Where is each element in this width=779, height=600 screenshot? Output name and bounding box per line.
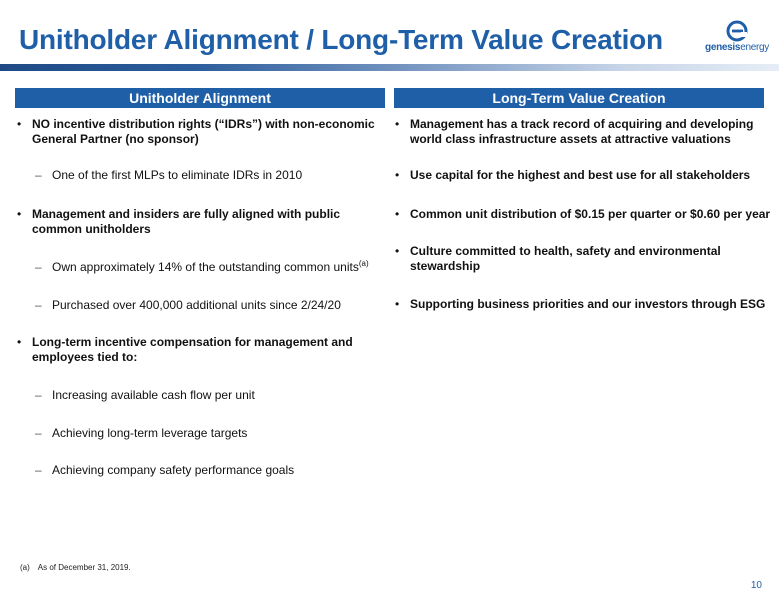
list-item xyxy=(395,207,770,222)
list-item xyxy=(395,244,770,274)
list-item xyxy=(395,117,770,147)
sub-bullet-text: Own approximately 14% of the outstanding common units xyxy=(52,260,359,274)
dash-marker: – xyxy=(35,168,42,182)
unitholder-alignment-header: Unitholder Alignment xyxy=(15,88,385,108)
list-item xyxy=(17,117,377,147)
footnote-text: As of December 31, 2019. xyxy=(37,563,131,572)
dash-marker: – xyxy=(35,463,42,477)
list-item xyxy=(395,297,770,312)
sub-list-item xyxy=(35,260,375,275)
bullet-text: Management has a track record of acquiring and developing world class infrastructure assets at attractive valuations xyxy=(410,117,754,146)
dash-marker: – xyxy=(35,298,42,312)
bullet-marker: • xyxy=(17,335,22,349)
list-item xyxy=(17,207,377,237)
sub-list-item xyxy=(35,388,375,403)
dash-marker: – xyxy=(35,388,42,402)
dash-marker: – xyxy=(35,426,42,440)
genesis-energy-logo xyxy=(702,20,772,60)
sub-list-item xyxy=(35,298,375,313)
bullet-text: Long-term incentive compensation for management and employees tied to: xyxy=(32,335,353,364)
footnote-reference: (a) xyxy=(358,259,369,268)
bullet-marker: • xyxy=(17,207,22,221)
logo-text: genesisenergy xyxy=(705,42,769,53)
bullet-marker: • xyxy=(395,168,400,182)
bullet-text: Culture committed to health, safety and environmental stewardship xyxy=(410,244,721,273)
sub-bullet-text: One of the first MLPs to eliminate IDRs in 2010 xyxy=(52,168,303,182)
list-item xyxy=(17,335,377,365)
dash-marker: – xyxy=(35,260,42,274)
bullet-marker: • xyxy=(17,117,22,131)
list-item xyxy=(395,168,770,183)
long-term-value-creation-header: Long-Term Value Creation xyxy=(394,88,764,108)
bullet-text: Supporting business priorities and our investors through ESG xyxy=(410,297,766,311)
logo-mark-icon xyxy=(726,20,748,42)
sub-bullet-text: Purchased over 400,000 additional units since 2/24/20 xyxy=(52,298,341,312)
sub-list-item xyxy=(35,168,375,183)
sub-list-item xyxy=(35,426,375,441)
bullet-text: Use capital for the highest and best use for all stakeholders xyxy=(410,168,751,182)
sub-list-item xyxy=(35,463,375,478)
bullet-text: NO incentive distribution rights (“IDRs”) with non-economic General Partner (no sponsor) xyxy=(32,117,375,146)
bullet-marker: • xyxy=(395,244,400,258)
bullet-marker: • xyxy=(395,207,400,221)
title-underline-bar xyxy=(0,64,779,71)
page-number: 10 xyxy=(750,580,762,591)
footnote xyxy=(20,563,131,572)
sub-bullet-text: Achieving long-term leverage targets xyxy=(52,426,248,440)
page-title: Unitholder Alignment / Long-Term Value Creation xyxy=(19,24,663,55)
bullet-marker: • xyxy=(395,297,400,311)
bullet-text: Management and insiders are fully aligned with public common unitholders xyxy=(32,207,341,236)
sub-bullet-text: Achieving company safety performance goals xyxy=(52,463,295,477)
footnote-mark: (a) xyxy=(20,563,30,572)
sub-bullet-text: Increasing available cash flow per unit xyxy=(52,388,255,402)
bullet-text: Common unit distribution of $0.15 per quarter or $0.60 per year xyxy=(410,207,771,221)
bullet-marker: • xyxy=(395,117,400,131)
